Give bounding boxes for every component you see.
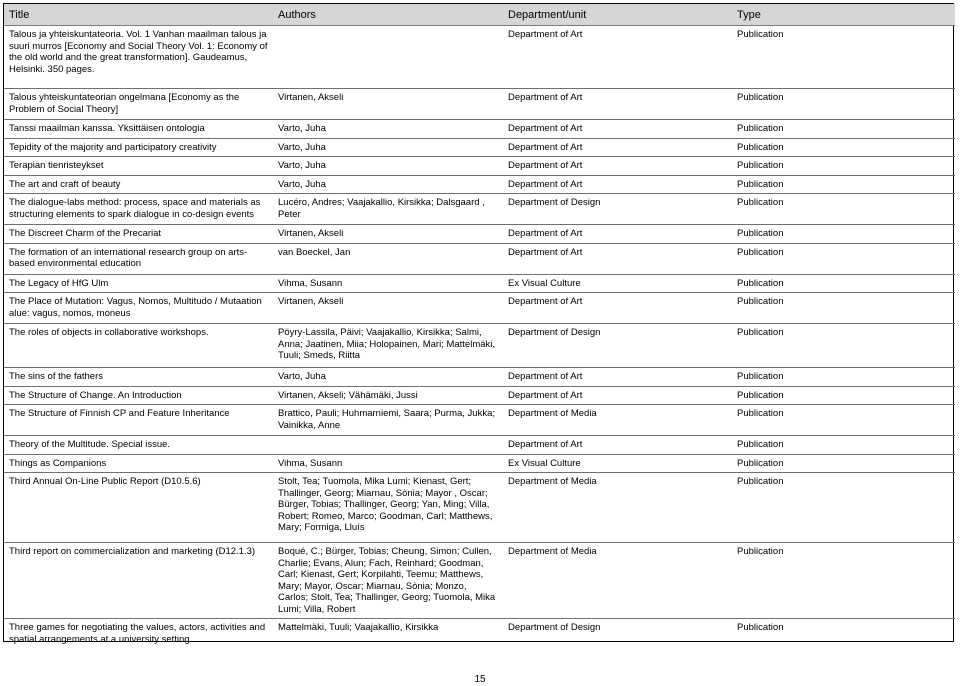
cell-authors: Varto, Juha xyxy=(273,120,503,139)
table-row xyxy=(4,243,955,274)
cell-title: Third Annual On-Line Public Report (D10.5.6) xyxy=(4,473,273,543)
cell-type: Publication xyxy=(732,26,955,89)
cell-type: Publication xyxy=(732,293,955,324)
cell-authors: Brattico, Pauli; Huhmarniemi, Saara; Purma, Jukka; Vainikka, Anne xyxy=(273,405,503,436)
cell-department: Department of Design xyxy=(503,194,732,225)
cell-department: Department of Art xyxy=(503,157,732,176)
cell-title: The Structure of Change. An Introduction xyxy=(4,386,273,405)
cell-title: Tanssi maailman kanssa. Yksittäisen ontologia xyxy=(4,120,273,139)
cell-type: Publication xyxy=(732,225,955,244)
cell-department: Department of Art xyxy=(503,368,732,387)
cell-title: The roles of objects in collaborative workshops. xyxy=(4,324,273,368)
cell-title: Things as Companions xyxy=(4,454,273,473)
cell-authors: van Boeckel, Jan xyxy=(273,243,503,274)
cell-title: Third report on commercialization and marketing (D12.1.3) xyxy=(4,543,273,619)
table-row xyxy=(4,293,955,324)
cell-department: Department of Design xyxy=(508,622,601,633)
cell-type: Publication xyxy=(732,368,955,387)
cell-department: Department of Art xyxy=(503,26,732,89)
cell-title: The Legacy of HfG Ulm xyxy=(4,274,273,293)
cell-department: Ex Visual Culture xyxy=(503,274,732,293)
table-row xyxy=(4,473,955,543)
cell-department: Department of Art xyxy=(503,120,732,139)
cell-authors: Varto, Juha xyxy=(273,157,503,176)
cell-authors: Vihma, Susann xyxy=(273,274,503,293)
cell-title: Talous ja yhteiskuntateoria. Vol. 1 Vanhan maailman talous ja suuri murros [Economy and Social Theory Vol. 1: Economy of the old world and the great transformation]. Gaudeamus, Helsinki. 350 pages. xyxy=(4,26,273,89)
cell-department: Department of Art xyxy=(503,243,732,274)
cell-department: Department of Art xyxy=(503,175,732,194)
cell-title: Tepidity of the majority and participatory creativity xyxy=(4,138,273,157)
cell-type: Publication xyxy=(732,473,955,543)
column-header-authors: Authors xyxy=(273,4,503,26)
cell-type: Publication xyxy=(732,543,955,619)
cell-type: Publication xyxy=(732,436,955,455)
table-row xyxy=(4,436,955,455)
cell-title: The Place of Mutation: Vagus, Nomos, Multitudo / Mutaation alue: vagus, nomos, moneus xyxy=(4,293,273,324)
table-row xyxy=(4,324,955,368)
cell-authors: Virtanen, Akseli xyxy=(273,89,503,120)
table-row xyxy=(4,120,955,139)
cell-authors xyxy=(273,436,503,455)
cell-type: Publication xyxy=(732,138,955,157)
cell-authors: Vihma, Susann xyxy=(273,454,503,473)
table-row xyxy=(4,157,955,176)
cell-department: Department of Art xyxy=(503,386,732,405)
cell-type: Publication xyxy=(732,454,955,473)
table-row xyxy=(4,405,955,436)
table-row xyxy=(4,274,955,293)
cell-department: Department of Art xyxy=(503,138,732,157)
cell-type: Publication xyxy=(732,175,955,194)
cell-authors: Varto, Juha xyxy=(273,368,503,387)
cell-department: Department of Media xyxy=(503,543,732,619)
cell-authors: Varto, Juha xyxy=(273,175,503,194)
cell-authors xyxy=(273,26,503,89)
table-body xyxy=(4,26,955,675)
cell-title: The formation of an international research group on arts-based environmental education xyxy=(4,243,273,274)
page-number: 15 xyxy=(474,674,486,685)
cell-authors: Lucéro, Andres; Vaajakallio, Kirsikka; Dalsgaard , Peter xyxy=(273,194,503,225)
cell-title: The art and craft of beauty xyxy=(4,175,273,194)
table-header-row xyxy=(4,4,955,26)
cell-authors: Virtanen, Akseli; Vähämäki, Jussi xyxy=(273,386,503,405)
table-row xyxy=(4,454,955,473)
cell-authors: Varto, Juha xyxy=(273,138,503,157)
cell-type: Publication xyxy=(732,386,955,405)
cell-department: Department of Art xyxy=(503,89,732,120)
column-header-type: Type xyxy=(732,4,955,26)
column-header-department: Department/unit xyxy=(503,4,732,26)
cell-type: Publication xyxy=(732,157,955,176)
cell-title: Three games for negotiating the values, actors, activities and spatial arrangements at a university setting. xyxy=(9,622,266,645)
cell-department: Ex Visual Culture xyxy=(503,454,732,473)
table-row xyxy=(4,194,955,225)
cell-department: Department of Art xyxy=(503,436,732,455)
cell-title: The sins of the fathers xyxy=(4,368,273,387)
table-row xyxy=(4,225,955,244)
cell-authors: Pöyry-Lassila, Päivi; Vaajakallio, Kirsikka; Salmi, Anna; Jaatinen, Miia; Holopainen, Mari; Mattelmäki, Tuuli; Smeds, Riitta xyxy=(273,324,503,368)
cell-title: The dialogue-labs method: process, space and materials as structuring elements to spark dialogue in co-design events xyxy=(4,194,273,225)
column-header-title: Title xyxy=(4,4,273,26)
cell-title: Theory of the Multitude. Special issue. xyxy=(4,436,273,455)
cell-department: Department of Art xyxy=(503,225,732,244)
cell-type: Publication xyxy=(732,274,955,293)
cell-department: Department of Art xyxy=(503,293,732,324)
cell-type: Publication xyxy=(732,194,955,225)
table-row xyxy=(4,368,955,387)
cell-authors: Boqué, C.; Bürger, Tobias; Cheung, Simon; Cullen, Charlie; Evans, Alun; Fach, Reinhard; Goodman, Carl; Kienast, Gert; Korpilahti, Teemu; Matthews, Mary; Mayor, Oscar; Miarnau, Sònia; Monzo, Carlos; Stolt, Tea; Thallinger, Georg; Tuomola, Mika Lumi; Villa, Robert xyxy=(273,543,503,619)
table-row xyxy=(4,175,955,194)
table-row xyxy=(4,543,955,619)
table-row xyxy=(4,619,955,675)
publications-table-frame xyxy=(3,3,954,645)
cell-department: Department of Media xyxy=(503,405,732,436)
cell-type: Publication xyxy=(732,324,955,368)
cell-type: Publication xyxy=(732,243,955,274)
table-row xyxy=(4,138,955,157)
cell-authors: Virtanen, Akseli xyxy=(273,293,503,324)
cell-department: Department of Design xyxy=(503,324,732,368)
cell-type: Publication xyxy=(737,622,784,633)
cell-type: Publication xyxy=(732,120,955,139)
cell-authors: Virtanen, Akseli xyxy=(273,225,503,244)
cell-title: The Structure of Finnish CP and Feature Inheritance xyxy=(4,405,273,436)
cell-title: Talous yhteiskuntateorian ongelmana [Economy as the Problem of Social Theory] xyxy=(4,89,273,120)
cell-type: Publication xyxy=(732,405,955,436)
cell-title: Terapian tienristeykset xyxy=(4,157,273,176)
table-row xyxy=(4,26,955,89)
cell-authors: Stolt, Tea; Tuomola, Mika Lumi; Kienast, Gert; Thallinger, Georg; Miarnau, Sònia; Mayor , Oscar; Bürger, Tobias; Thallinger, Georg; Yan, Ming; Villa, Robert; Romeo, Marco; Goodman, Carl; Matthews, Mary; Formiga, Lluís xyxy=(273,473,503,543)
table-row xyxy=(4,386,955,405)
cell-type: Publication xyxy=(732,89,955,120)
publications-table xyxy=(4,4,955,675)
cell-authors: Mattelmäki, Tuuli; Vaajakallio, Kirsikka xyxy=(278,622,439,633)
cell-title: The Discreet Charm of the Precariat xyxy=(4,225,273,244)
cell-department: Department of Media xyxy=(503,473,732,543)
table-row xyxy=(4,89,955,120)
